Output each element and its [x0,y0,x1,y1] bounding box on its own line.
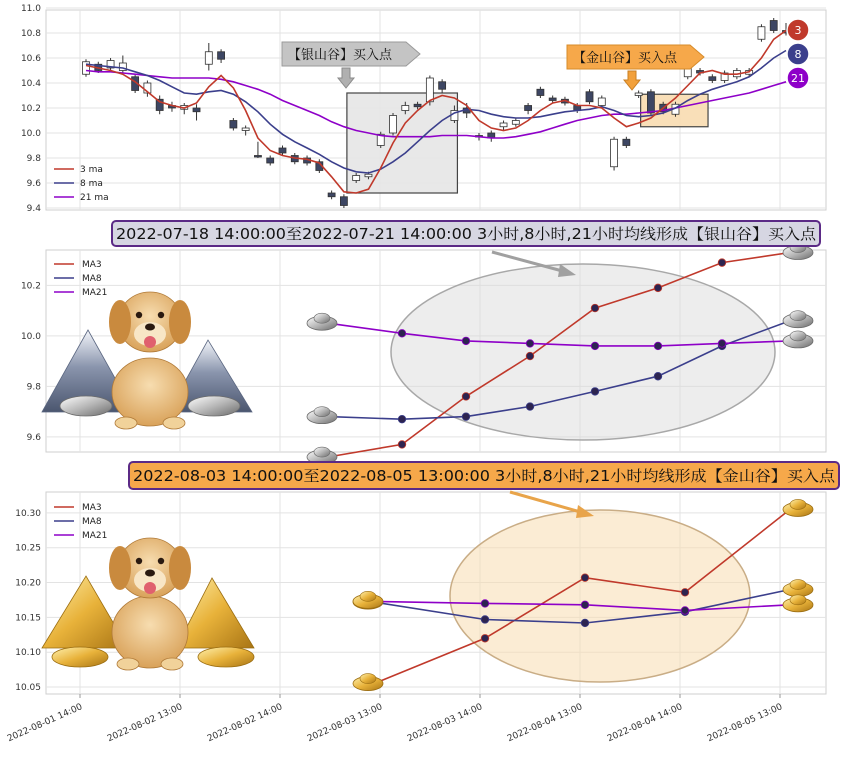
candle-body [525,106,532,111]
candle-body [549,98,556,101]
candle-body [512,121,519,125]
x-tick-label: 2022-08-04 13:00 [505,702,585,745]
candlestick-y-tick-label: 9.6 [26,179,41,189]
candle-body [230,121,237,129]
point-ma8 [462,413,470,421]
candle-body [500,123,507,127]
x-tick-label: 2022-08-02 14:00 [205,702,285,745]
point-ma3 [591,304,599,312]
candle-body [770,21,777,31]
point-ma21 [462,337,470,345]
point-ma8 [398,415,406,423]
point-ma21 [681,607,689,615]
gold-ingot-left-icon [52,647,108,667]
silver-ingot-right-icon [188,396,240,416]
candle-body [205,52,212,65]
silver-banner-text: 2022-07-18 14:00:00至2022-07-21 14:00:00 3小时,8小时,21小时均线形成【银山谷】买入点 [116,225,818,243]
gold-ingot-marker-top-icon [360,674,376,684]
silver-callout-label: 【银山谷】买入点 [288,48,393,63]
point-ma3 [581,574,589,582]
candle-body [414,104,421,107]
y-tick-label: 9.6 [26,432,41,443]
silver-valley-panel [21,221,826,464]
point-ma21 [591,342,599,350]
y-tick-label: 10.15 [15,613,41,624]
candle-body [709,77,716,81]
x-tick-label: 2022-08-03 14:00 [405,702,485,745]
point-ma21 [526,340,534,348]
gold-ingot-marker-top-icon [360,591,376,601]
x-axis-date-ticks [6,694,784,744]
point-ma3 [654,284,662,292]
silver-ingot-left-icon [60,396,112,416]
gold-legend-label-ma3: MA3 [82,503,102,513]
badge-ma21-label: 21 [791,72,805,85]
point-ma3 [481,634,489,642]
candle-body [537,89,544,95]
silver-ingot-marker-top-icon [314,447,330,457]
x-tick-label: 2022-08-02 13:00 [105,702,185,745]
candle-body [267,158,274,163]
point-ma21 [654,342,662,350]
gold-valley-panel [15,462,839,694]
y-tick-label: 10.30 [15,508,41,519]
x-tick-label: 2022-08-01 14:00 [5,702,85,745]
silver-y-ticks [21,281,41,443]
candle-body [635,93,642,96]
candle-body [83,62,90,75]
point-ma8 [481,616,489,624]
candlestick-y-tick-label: 9.8 [26,154,41,164]
point-ma3 [462,393,470,401]
gold-ingot-right-icon [198,647,254,667]
candle-body [439,82,446,90]
y-tick-label: 10.25 [15,543,41,554]
point-ma3 [526,352,534,360]
silver-ingot-marker-top-icon [314,313,330,323]
candle-body [758,27,765,40]
y-tick-label: 10.20 [15,578,41,589]
y-tick-label: 10.2 [20,281,41,292]
candle-body [328,193,335,197]
gold-y-ticks [15,509,41,693]
point-ma8 [526,403,534,411]
point-ma8 [591,388,599,396]
candle-body [426,78,433,102]
candlestick-y-tick-label: 10.2 [20,104,41,114]
candle-body [340,197,347,206]
candle-body [365,174,372,177]
gold-callout-label: 【金山谷】买入点 [573,51,678,66]
point-ma3 [398,441,406,449]
silver-legend-label-ma21: MA21 [82,288,108,298]
ma-end-badges [787,19,809,89]
legend-label-ma21: 21 ma [80,193,109,203]
legend-label-ma3: 3 ma [80,165,103,175]
candle-body [647,92,654,113]
point-ma8 [581,619,589,627]
gold-ingot-marker-top-icon [790,580,806,590]
candle-body [390,116,397,134]
candle-body [242,128,249,131]
candle-body [402,106,409,111]
candle-body [586,92,593,102]
point-ma21 [481,600,489,608]
gold-banner [129,462,839,489]
gold-valley-ellipse [450,510,750,682]
point-ma8 [654,372,662,380]
badge-ma3-label: 3 [794,24,802,37]
candlestick-y-tick-label: 10.6 [20,54,41,64]
candle-body [254,156,261,158]
gold-legend-label-ma21: MA21 [82,531,108,541]
point-ma21 [398,330,406,338]
point-ma21 [718,340,726,348]
legend-label-ma8: 8 ma [80,179,103,189]
candle-body [218,52,225,60]
gold-ingot-marker-top-icon [790,499,806,509]
candle-body [611,139,618,167]
point-ma3 [718,259,726,267]
silver-ingot-marker-top-icon [790,331,806,341]
candlestick-y-tick-label: 11.0 [20,4,41,14]
badge-ma8-label: 8 [794,48,802,61]
candlestick-y-tick-label: 10.4 [20,79,41,89]
point-ma21 [581,601,589,609]
y-tick-label: 10.05 [15,683,41,694]
point-ma3 [681,589,689,597]
candle-body [598,98,605,106]
candlestick-y-tick-label: 9.4 [26,204,41,214]
silver-valley-ellipse [391,264,775,440]
x-tick-label: 2022-08-03 13:00 [305,702,385,745]
silver-banner [112,221,820,246]
candlestick-y-ticks [21,4,41,214]
candle-body [353,176,360,181]
candlestick-panel [21,4,826,214]
silver-ingot-marker-top-icon [790,311,806,321]
y-tick-label: 10.10 [15,648,41,659]
candle-body [193,108,200,112]
gold-legend-label-ma8: MA8 [82,517,102,527]
gold-banner-text: 2022-08-03 14:00:00至2022-08-05 13:00:00 3小时,8小时,21小时均线形成【金山谷】买入点 [133,467,837,485]
candlestick-y-tick-label: 10.0 [20,129,41,139]
x-tick-label: 2022-08-04 14:00 [605,702,685,745]
candle-body [279,148,286,153]
silver-legend-label-ma8: MA8 [82,274,102,284]
x-tick-label: 2022-08-05 13:00 [705,702,785,745]
silver-ingot-marker-top-icon [314,407,330,417]
candle-body [623,139,630,145]
y-tick-label: 9.8 [26,382,41,393]
candlestick-y-tick-label: 10.8 [20,29,41,39]
silver-legend-label-ma3: MA3 [82,260,102,270]
gold-ingot-marker-top-icon [790,595,806,605]
y-tick-label: 10.0 [20,331,41,342]
